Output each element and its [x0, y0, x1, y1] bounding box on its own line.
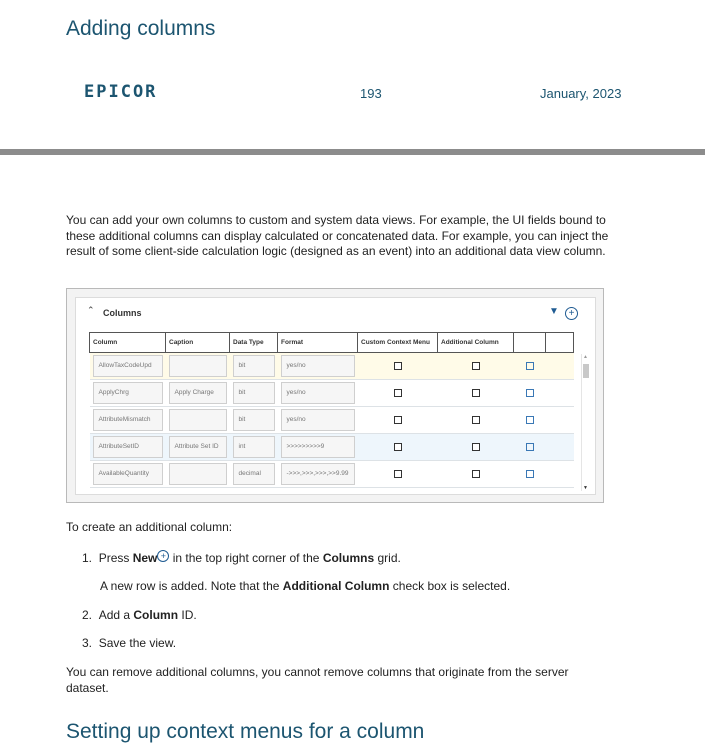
new-icon: +	[157, 550, 169, 562]
table-row[interactable]	[90, 434, 574, 461]
data-type-cell[interactable]: decimal	[233, 463, 275, 485]
vertical-scrollbar[interactable]	[581, 354, 590, 491]
column-cell[interactable]: AttributeMismatch	[93, 409, 163, 431]
context-menu-checkbox[interactable]	[394, 416, 402, 424]
format-cell[interactable]: yes/no	[281, 355, 355, 377]
open-link-icon[interactable]	[526, 389, 534, 397]
column-cell[interactable]: AvailableQuantity	[93, 463, 163, 485]
col-header-data-type[interactable]: Data Type	[230, 333, 278, 353]
table-row[interactable]	[90, 461, 574, 488]
context-menu-checkbox[interactable]	[394, 443, 402, 451]
additional-column-checkbox[interactable]	[472, 416, 480, 424]
page-number: 193	[360, 86, 382, 101]
additional-column-checkbox[interactable]	[472, 389, 480, 397]
add-row-icon[interactable]: +	[565, 307, 578, 320]
format-cell[interactable]: yes/no	[281, 382, 355, 404]
additional-column-checkbox[interactable]	[472, 443, 480, 451]
page-title: Adding columns	[66, 17, 216, 40]
table-row[interactable]	[90, 407, 574, 434]
step-1-note: A new row is added. Note that the Additional Column check box is selected.	[100, 579, 511, 593]
remove-note: You can remove additional columns, you cannot remove columns that originate from the server dataset.	[66, 665, 569, 695]
scroll-thumb[interactable]	[583, 364, 589, 378]
col-header-link	[514, 333, 546, 353]
format-cell[interactable]: >>>>>>>>>9	[281, 436, 355, 458]
step-3: 3. Save the view.	[82, 636, 177, 650]
caption-cell[interactable]	[169, 463, 227, 485]
header-divider	[0, 149, 705, 155]
col-header-blank	[546, 333, 574, 353]
epicor-logo: EPICOR	[84, 82, 158, 102]
caption-cell[interactable]	[169, 409, 227, 431]
intro-paragraph: You can add your own columns to custom and system data views. For example, the UI fields bound to these additional columns can display calculated or concatenated data. For example, you can inject the result of some client-side calculation logic (designed as an event) into an additional data view column.	[66, 213, 609, 258]
col-header-caption[interactable]: Caption	[166, 333, 230, 353]
column-cell[interactable]: AttributeSetID	[93, 436, 163, 458]
data-type-cell[interactable]: bit	[233, 382, 275, 404]
open-link-icon[interactable]	[526, 443, 534, 451]
data-type-cell[interactable]: int	[233, 436, 275, 458]
filter-icon[interactable]: ▼	[549, 306, 559, 317]
scroll-down-icon[interactable]: ▼	[583, 485, 588, 491]
step-1: 1. Press New + in the top right corner of the Columns grid.	[82, 551, 401, 565]
grid-title: Columns	[103, 308, 142, 318]
context-menu-checkbox[interactable]	[394, 470, 402, 478]
caption-cell[interactable]: Attribute Set ID	[169, 436, 227, 458]
columns-grid	[75, 297, 596, 495]
caption-cell[interactable]: Apply Charge	[169, 382, 227, 404]
caption-cell[interactable]	[169, 355, 227, 377]
columns-grid-screenshot	[66, 288, 604, 503]
step-2: 2. Add a Column ID.	[82, 608, 197, 622]
col-header-column[interactable]: Column	[90, 333, 166, 353]
format-cell[interactable]: ->>>,>>>,>>>,>>9.99	[281, 463, 355, 485]
open-link-icon[interactable]	[526, 362, 534, 370]
context-menu-checkbox[interactable]	[394, 362, 402, 370]
table-row[interactable]	[90, 353, 574, 380]
open-link-icon[interactable]	[526, 470, 534, 478]
context-menu-checkbox[interactable]	[394, 389, 402, 397]
column-cell[interactable]: AllowTaxCodeUpd	[93, 355, 163, 377]
data-type-cell[interactable]: bit	[233, 355, 275, 377]
col-header-context-menu[interactable]: Custom Context Menu	[358, 333, 438, 353]
collapse-chevron-icon[interactable]: ⌃	[87, 305, 95, 315]
column-cell[interactable]: ApplyChrg	[93, 382, 163, 404]
scroll-up-icon[interactable]: ▲	[583, 354, 588, 360]
table-row[interactable]	[90, 380, 574, 407]
howto-heading: To create an additional column:	[66, 520, 233, 534]
additional-column-checkbox[interactable]	[472, 470, 480, 478]
columns-table	[89, 332, 574, 488]
format-cell[interactable]: yes/no	[281, 409, 355, 431]
next-section-heading: Setting up context menus for a column	[66, 720, 425, 743]
additional-column-checkbox[interactable]	[472, 362, 480, 370]
col-header-additional[interactable]: Additional Column	[438, 333, 514, 353]
open-link-icon[interactable]	[526, 416, 534, 424]
data-type-cell[interactable]: bit	[233, 409, 275, 431]
col-header-format[interactable]: Format	[278, 333, 358, 353]
publish-date: January, 2023	[540, 86, 622, 101]
